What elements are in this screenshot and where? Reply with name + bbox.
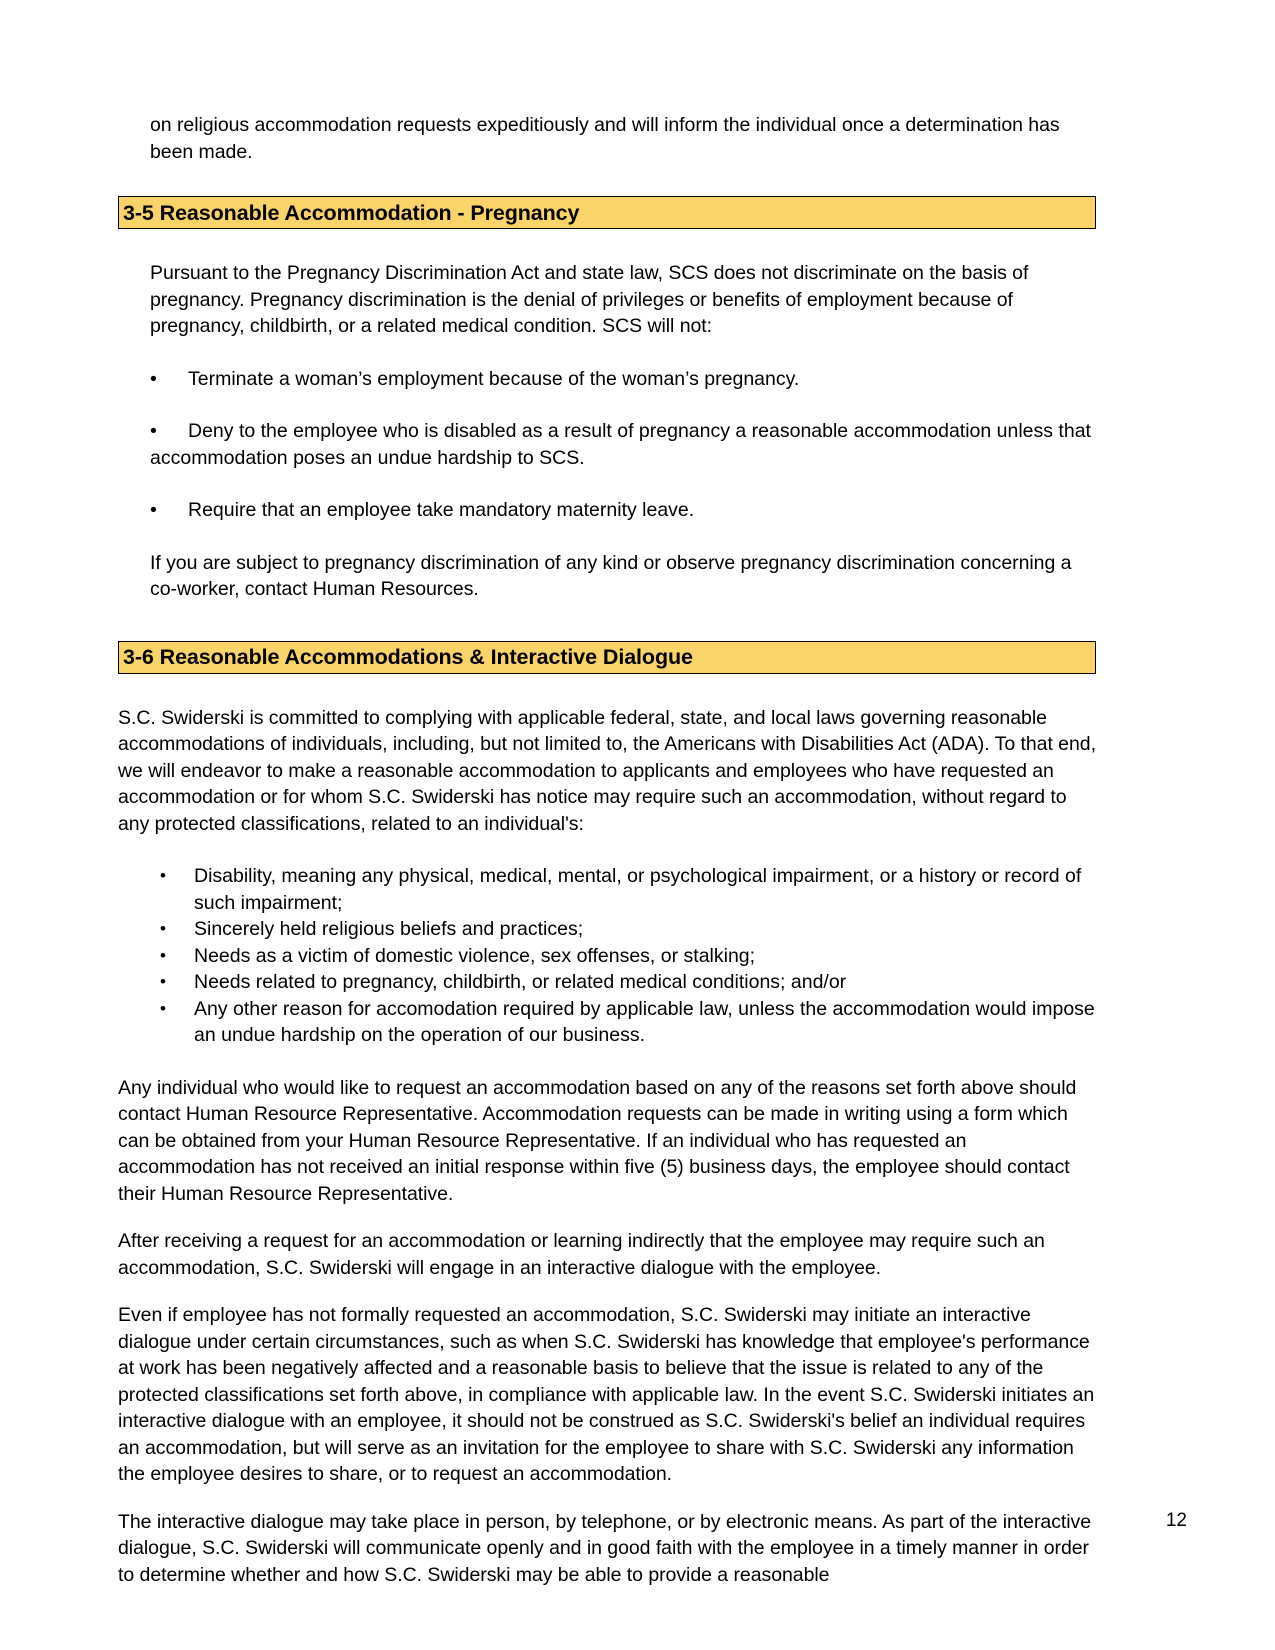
spacer (118, 229, 1096, 260)
list-item (158, 969, 1113, 996)
section-3-5-closing: If you are subject to pregnancy discrimination of any kind or observe pregnancy discrimination concerning a co-worker, contact Human Resources. (150, 551, 1072, 600)
section-3-6-paragraph-4: The interactive dialogue may take place in person, by telephone, or by electronic means. As part of the interactive dialogue, S.C. Swiderski will communicate openly and in good faith with the employee in a timely manner in order to determine whether and how S.C. Swiderski may be able to provide a reasonable (118, 1510, 1092, 1586)
bullet-marker-icon: • (150, 367, 157, 390)
list-item-text: Disability, meaning any physical, medical, mental, or psychological impairment, or a history or record of such impairment; (194, 865, 1082, 914)
spacer (118, 1207, 1096, 1228)
page-number: 12 (1165, 1510, 1187, 1531)
bullet-marker-icon: • (160, 998, 166, 1018)
bullet-marker-icon: • (160, 919, 166, 938)
list-item (150, 497, 1096, 524)
section-heading-3-6-label: 3-6 Reasonable Accommodations & Interactive Dialogue (123, 645, 693, 669)
bullet-marker-icon: • (150, 499, 157, 521)
section-3-6-paragraph-1: Any individual who would like to request an accommodation based on any of the reasons set forth above should contact Human Resource Representative. Accommodation requests can be made in writing using a form which can be obtained from your Human Resource Representative. If an individual who has requested an accommodation has not received an initial response within five (5) business days, the employee should contact their Human Resource Representative. (118, 1076, 1077, 1205)
spacer (118, 1488, 1096, 1509)
list-item (158, 863, 1113, 916)
list-item-text: Needs related to pregnancy, childbirth, or related medical conditions; and/or (194, 971, 847, 993)
list-item (150, 366, 1096, 393)
spacer (118, 524, 1096, 550)
list-item-text: Terminate a woman’s employment because of the woman’s pregnancy. (188, 367, 800, 390)
spacer (118, 674, 1096, 705)
section-3-6-paragraph-2: After receiving a request for an accommodation or learning indirectly that the employee may require such an accommodation, S.C. Swiderski will engage in an interactive dialogue with the employee. (118, 1230, 1045, 1279)
list-item-text: Needs as a victim of domestic violence, sex offenses, or stalking; (194, 944, 756, 967)
list-item (158, 996, 1113, 1049)
section-3-5-bullet-list (118, 366, 1096, 524)
page-content (118, 112, 1096, 1588)
spacer (118, 340, 1096, 366)
bullet-marker-icon: • (160, 945, 166, 965)
list-item (158, 943, 1113, 970)
spacer (118, 165, 1096, 196)
list-item-text: Any other reason for accomodation required by applicable law, unless the accommodation would impose an undue hardship on the operation of our business. (194, 997, 1095, 1046)
bullet-marker-icon: • (150, 420, 157, 442)
spacer (118, 1049, 1096, 1075)
section-3-6-paragraph-3: Even if employee has not formally requested an accommodation, S.C. Swiderski may initiate an interactive dialogue under certain circumstances, such as when S.C. Swiderski has knowledge that employee's performance at work has been negatively affected and a reasonable basis to believe that the issue is related to any of the protected classifications set forth above, in compliance with applicable law. In the event S.C. Swiderski initiates an interactive dialogue with an employee, it should not be construed as S.C. Swiderski's belief an individual requires an accommodation, but will serve as an invitation for the employee to share with S.C. Swiderski any information the employee desires to share, or to request an accommodation. (118, 1304, 1095, 1485)
section-3-6-bullet-list (118, 863, 1096, 1049)
section-heading-3-5-label: 3-5 Reasonable Accommodation - Pregnancy (123, 200, 580, 225)
list-item-text: Sincerely held religious beliefs and practices; (194, 918, 584, 940)
continued-paragraph: on religious accommodation requests expeditiously and will inform the individual once a determination has been made. (150, 114, 1060, 163)
section-3-6-intro: S.C. Swiderski is committed to complying with applicable federal, state, and local laws governing reasonable accommodations of individuals, including, but not limited to, the Americans with Disabilities Act (ADA). To that end, we will endeavor to make a reasonable accommodation to applicants and employees who have requested an accommodation or for whom S.C. Swiderski has notice may require such an accommodation, without regard to any protected classifications, related to an individual's: (118, 706, 1096, 835)
section-heading-3-5 (118, 196, 1096, 229)
section-3-5-intro: Pursuant to the Pregnancy Discrimination Act and state law, SCS does not discriminate on the basis of pregnancy. Pregnancy discrimination is the denial of privileges or benefits of employment because of pregnancy, childbirth, or a related medical condition. SCS will not: (150, 262, 1029, 337)
spacer (118, 603, 1096, 641)
bullet-marker-icon: • (160, 866, 166, 885)
list-item (150, 418, 1096, 471)
list-item-text: Deny to the employee who is disabled as a result of pregnancy a reasonable accommodation unless that accommodation poses an undue hardship to SCS. (150, 420, 1091, 469)
spacer (118, 837, 1096, 863)
list-item-text: Require that an employee take mandatory maternity leave. (188, 499, 695, 521)
bullet-marker-icon: • (160, 972, 166, 991)
section-heading-3-6 (118, 641, 1096, 674)
spacer (118, 1281, 1096, 1302)
list-item (158, 916, 1113, 943)
